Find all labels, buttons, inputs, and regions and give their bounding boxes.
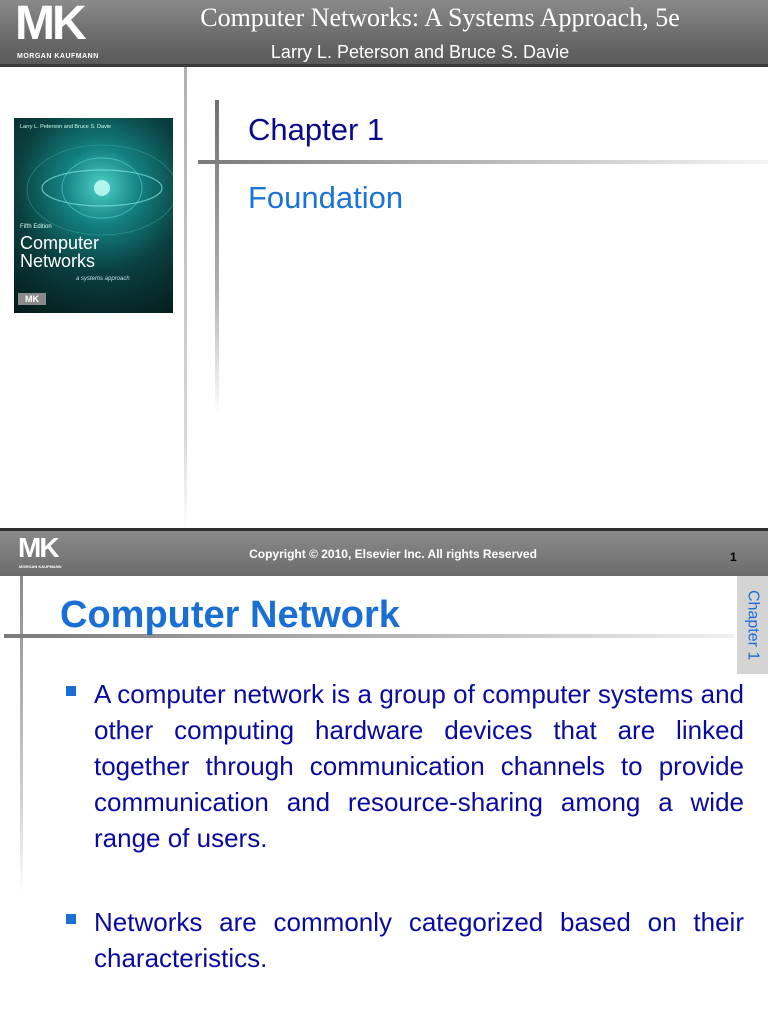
slide2-vertical-accent bbox=[20, 576, 23, 894]
cover-swirl-graphic bbox=[14, 118, 173, 313]
square-bullet-icon bbox=[66, 914, 76, 924]
cover-subtitle: a systems approach bbox=[76, 276, 130, 282]
page-number: 1 bbox=[730, 550, 737, 564]
footer-logo-publisher: MORGAN KAUFMANN bbox=[19, 564, 62, 569]
cover-title-line2: Networks bbox=[20, 251, 96, 271]
cover-logo: MK bbox=[18, 293, 46, 305]
bullet-item bbox=[66, 904, 744, 984]
footer-logo bbox=[18, 532, 78, 572]
cover-title bbox=[20, 234, 99, 270]
logo-publisher: MORGAN KAUFMANN bbox=[17, 53, 99, 60]
book-cover-image bbox=[14, 118, 173, 313]
logo-mark: MK bbox=[15, 0, 84, 50]
publisher-logo bbox=[15, 0, 115, 60]
header-divider bbox=[0, 64, 768, 67]
vertical-accent-bar bbox=[215, 100, 219, 415]
slide-title: Computer Network bbox=[60, 594, 400, 636]
book-authors: Larry L. Peterson and Bruce S. Davie bbox=[270, 42, 570, 62]
bullet-item bbox=[66, 676, 744, 856]
square-bullet-icon bbox=[66, 686, 76, 696]
book-title: Computer Networks: A Systems Approach, 5e bbox=[200, 3, 680, 32]
footer-logo-mark: MK bbox=[18, 532, 58, 563]
cover-authors: Larry L. Peterson and Bruce S. Davie bbox=[20, 124, 112, 130]
bullet-text: A computer network is a group of computer systems and other computing hardware devices that are linked together through communication channels to provide communication and resource-sharing among a wide range of users. bbox=[94, 679, 744, 853]
bullet-text: Networks are commonly categorized based on their characteristics. bbox=[94, 907, 744, 973]
left-panel-divider bbox=[184, 67, 187, 530]
chapter-title: Chapter 1 bbox=[248, 112, 385, 147]
copyright-notice: Copyright © 2010, Elsevier Inc. All rights Reserved bbox=[249, 547, 537, 561]
chapter-divider bbox=[198, 160, 768, 164]
cover-edition: Fifth Edition bbox=[20, 224, 52, 230]
chapter-tab-label: Chapter 1 bbox=[744, 589, 762, 661]
chapter-subtitle: Foundation bbox=[248, 180, 404, 215]
cover-title-line1: Computer bbox=[20, 233, 100, 253]
